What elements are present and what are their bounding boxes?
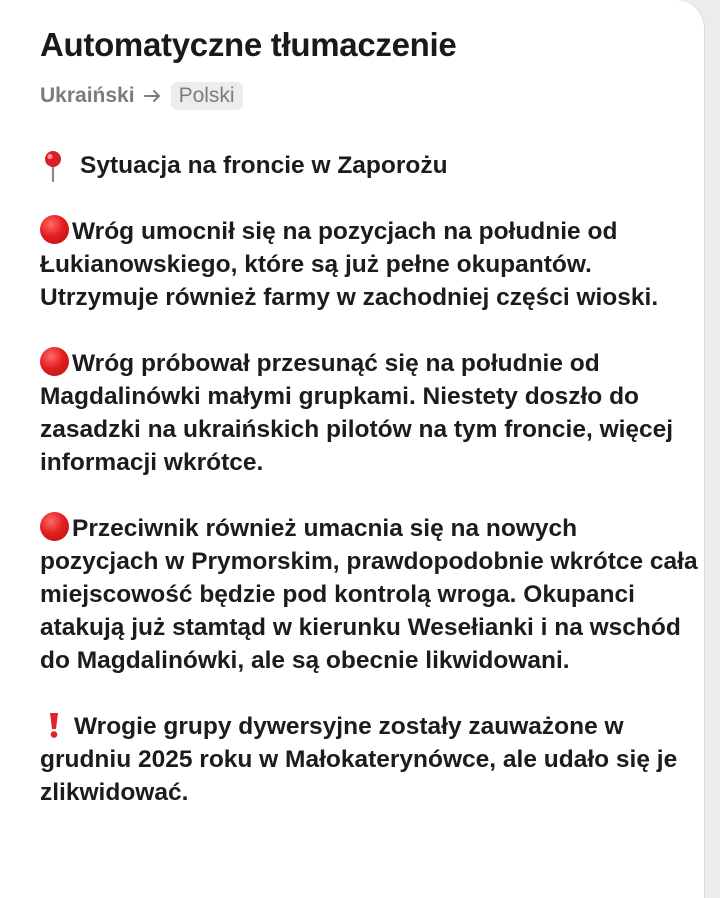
red-circle-icon	[40, 347, 69, 376]
alert-text: Wrogie grupy dywersyjne zostały zauważone w grudniu 2025 roku w Małokaterynówce, ale udało się je zlikwidować.	[40, 713, 678, 806]
sheet-title: Automatyczne tłumaczenie	[40, 26, 457, 63]
paragraph-text: Wróg umocnił się na pozycjach na południe od Łukianowskiego, które są już pełne okupantów. Utrzymuje również farmy w zachodniej części wioski.	[40, 218, 659, 311]
post-paragraph	[40, 215, 698, 314]
exclamation-mark-icon	[46, 711, 62, 739]
translated-post	[40, 149, 698, 842]
post-paragraph	[40, 347, 698, 479]
arrow-right-icon	[143, 88, 163, 104]
round-pushpin-icon	[40, 150, 66, 182]
paragraph-text: Wróg próbował przesunąć się na południe od Magdalinówki małymi grupkami. Niestety doszło do zasadzki na ukraińskich pilotów na tym froncie, więcej informacji wkrótce.	[40, 350, 674, 476]
post-paragraph	[40, 512, 698, 677]
target-language-chip[interactable]: Polski	[171, 82, 243, 110]
red-circle-icon	[40, 512, 69, 541]
red-circle-icon	[40, 215, 69, 244]
post-heading-text: Sytuacja na froncie w Zaporożu	[80, 152, 448, 179]
paragraph-text: Przeciwnik również umacnia się na nowych pozycjach w Prymorskim, prawdopodobnie wkrótce cała miejscowość będzie pod kontrolą wroga. Okupanci atakują już stamtąd w kierunku Wesełianki i na wschód do Magdalinówki, ale są obecnie likwidowani.	[40, 515, 698, 674]
language-selector	[40, 80, 243, 112]
post-heading	[40, 149, 698, 182]
source-language[interactable]: Ukraiński	[40, 84, 135, 107]
post-alert	[40, 710, 698, 809]
